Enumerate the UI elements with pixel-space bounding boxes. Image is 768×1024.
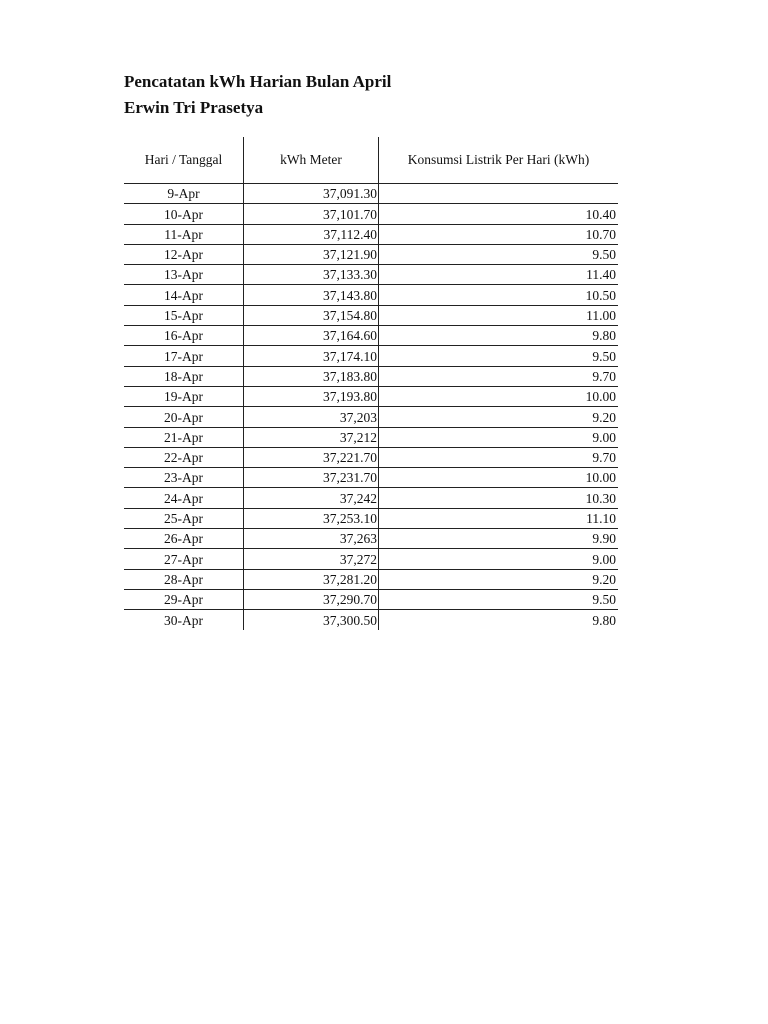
- cell-kwh-meter: 37,174.10: [244, 346, 379, 366]
- cell-kwh-meter: 37,164.60: [244, 326, 379, 346]
- cell-daily-consumption: 10.00: [379, 386, 619, 406]
- cell-date: 11-Apr: [124, 224, 244, 244]
- table-row: [124, 610, 618, 630]
- cell-date: 18-Apr: [124, 366, 244, 386]
- cell-date: 13-Apr: [124, 265, 244, 285]
- table-row: [124, 366, 618, 386]
- cell-daily-consumption: 10.30: [379, 488, 619, 508]
- cell-daily-consumption: 9.90: [379, 529, 619, 549]
- cell-kwh-meter: 37,231.70: [244, 468, 379, 488]
- cell-daily-consumption: 10.70: [379, 224, 619, 244]
- cell-date: 14-Apr: [124, 285, 244, 305]
- author-name: Erwin Tri Prasetya: [124, 98, 264, 117]
- cell-date: 21-Apr: [124, 427, 244, 447]
- cell-daily-consumption: 9.20: [379, 407, 619, 427]
- cell-kwh-meter: 37,300.50: [244, 610, 379, 630]
- cell-daily-consumption: 10.40: [379, 204, 619, 224]
- table-row: [124, 468, 618, 488]
- kwh-log-table: [124, 137, 618, 630]
- table-row: [124, 224, 618, 244]
- cell-kwh-meter: 37,203: [244, 407, 379, 427]
- cell-daily-consumption: [379, 184, 619, 204]
- cell-kwh-meter: 37,193.80: [244, 386, 379, 406]
- table-row: [124, 184, 618, 204]
- cell-date: 28-Apr: [124, 569, 244, 589]
- table-row: [124, 508, 618, 528]
- cell-date: 24-Apr: [124, 488, 244, 508]
- cell-daily-consumption: 9.70: [379, 366, 619, 386]
- cell-date: 23-Apr: [124, 468, 244, 488]
- cell-date: 15-Apr: [124, 305, 244, 325]
- cell-daily-consumption: 11.40: [379, 265, 619, 285]
- cell-kwh-meter: 37,101.70: [244, 204, 379, 224]
- cell-kwh-meter: 37,221.70: [244, 447, 379, 467]
- table-row: [124, 569, 618, 589]
- table-row: [124, 407, 618, 427]
- table-row: [124, 244, 618, 264]
- cell-kwh-meter: 37,253.10: [244, 508, 379, 528]
- cell-kwh-meter: 37,272: [244, 549, 379, 569]
- cell-date: 30-Apr: [164, 612, 203, 628]
- cell-daily-consumption: 9.80: [379, 610, 619, 630]
- cell-kwh-meter: 37,112.40: [244, 224, 379, 244]
- table-row: [124, 427, 618, 447]
- cell-daily-consumption: 11.10: [379, 508, 619, 528]
- table-row: [124, 529, 618, 549]
- cell-daily-consumption: 11.00: [379, 305, 619, 325]
- document-title: Pencatatan kWh Harian Bulan April: [124, 72, 392, 91]
- header-date: Hari / Tanggal: [124, 137, 244, 184]
- cell-date: 9-Apr: [124, 184, 244, 204]
- cell-kwh-meter: 37,281.20: [244, 569, 379, 589]
- cell-daily-consumption: 9.50: [379, 589, 619, 609]
- table-row: [124, 265, 618, 285]
- cell-kwh-meter: 37,263: [244, 529, 379, 549]
- cell-daily-consumption: 10.50: [379, 285, 619, 305]
- table-header-row: [124, 137, 618, 184]
- table-row: [124, 305, 618, 325]
- cell-kwh-meter: 37,133.30: [244, 265, 379, 285]
- header-daily-consumption: Konsumsi Listrik Per Hari (kWh): [379, 137, 619, 184]
- cell-kwh-meter: 37,212: [244, 427, 379, 447]
- cell-kwh-meter: 37,242: [244, 488, 379, 508]
- cell-daily-consumption: 9.70: [379, 447, 619, 467]
- cell-date: 22-Apr: [124, 447, 244, 467]
- table-row: [124, 549, 618, 569]
- table-row: [124, 589, 618, 609]
- cell-date: 17-Apr: [124, 346, 244, 366]
- table-row: [124, 447, 618, 467]
- cell-daily-consumption: 9.20: [379, 569, 619, 589]
- header-kwh-meter: kWh Meter: [244, 137, 379, 184]
- cell-daily-consumption: 9.00: [379, 427, 619, 447]
- table-row: [124, 204, 618, 224]
- cell-date: 26-Apr: [124, 529, 244, 549]
- cell-kwh-meter: 37,121.90: [244, 244, 379, 264]
- cell-date: 29-Apr: [124, 589, 244, 609]
- cell-kwh-meter: 37,154.80: [244, 305, 379, 325]
- cell-kwh-meter: 37,143.80: [244, 285, 379, 305]
- table-row: [124, 285, 618, 305]
- cell-date: 25-Apr: [124, 508, 244, 528]
- cell-daily-consumption: 9.00: [379, 549, 619, 569]
- cell-date: 20-Apr: [124, 407, 244, 427]
- table-row: [124, 488, 618, 508]
- cell-daily-consumption: 9.50: [379, 346, 619, 366]
- cell-kwh-meter: 37,290.70: [244, 589, 379, 609]
- table-row: [124, 386, 618, 406]
- cell-date: 19-Apr: [124, 386, 244, 406]
- cell-daily-consumption: 9.50: [379, 244, 619, 264]
- table-row: [124, 346, 618, 366]
- cell-daily-consumption: 9.80: [379, 326, 619, 346]
- cell-daily-consumption: 10.00: [379, 468, 619, 488]
- cell-kwh-meter: 37,091.30: [244, 184, 379, 204]
- cell-date: 10-Apr: [124, 204, 244, 224]
- table-row: [124, 326, 618, 346]
- cell-date: 12-Apr: [124, 244, 244, 264]
- table-body: [124, 184, 618, 630]
- cell-kwh-meter: 37,183.80: [244, 366, 379, 386]
- cell-date: 16-Apr: [124, 326, 244, 346]
- cell-date: 27-Apr: [124, 549, 244, 569]
